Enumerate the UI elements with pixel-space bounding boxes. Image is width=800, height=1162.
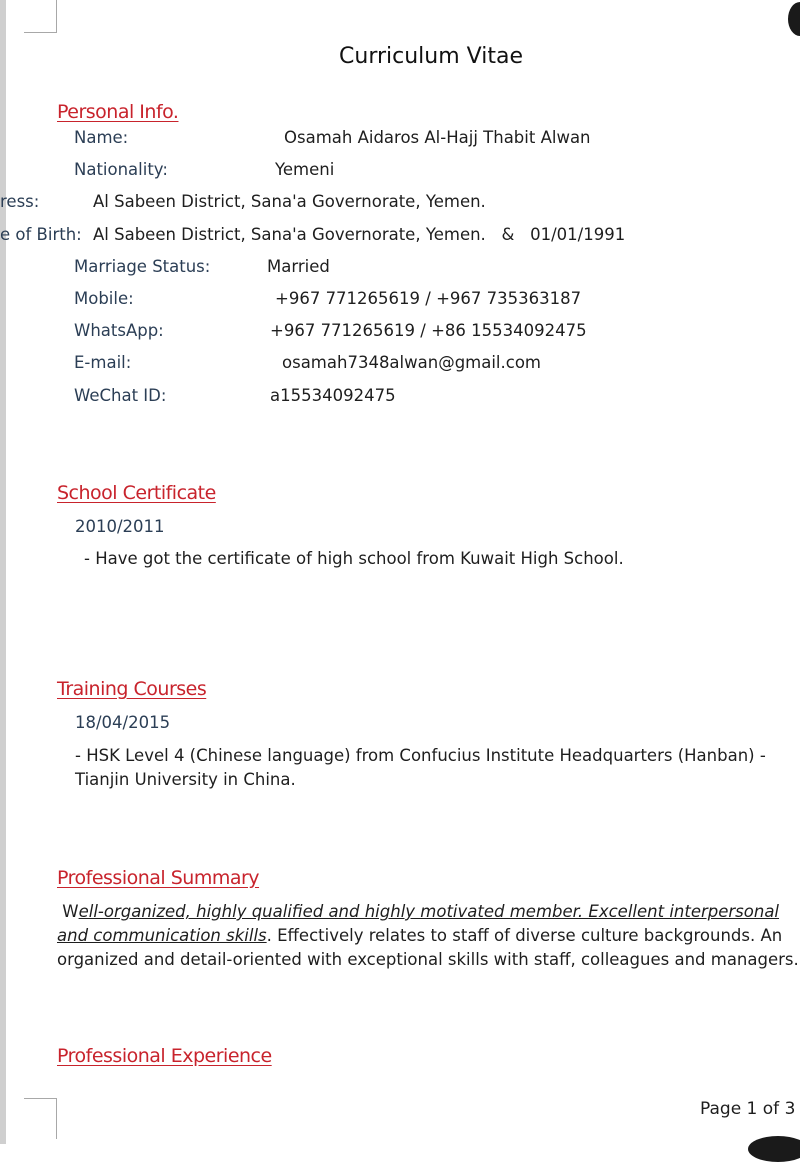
field-value: Osamah Aidaros Al-Hajj Thabit Alwan <box>284 128 591 147</box>
summary-rest-2: . Effectively relates to staff of diverse culture backgrounds. An <box>266 926 783 945</box>
heading-personal-info: Personal Info. <box>57 101 179 123</box>
field-label: WhatsApp: <box>74 321 164 340</box>
field-label: E-mail: <box>74 353 132 372</box>
page-corner-mark-top <box>24 0 57 33</box>
training-course-date: 18/04/2015 <box>75 713 171 732</box>
training-course-line-1: - HSK Level 4 (Chinese language) from Confucius Institute Headquarters (Hanban) - <box>75 746 766 765</box>
summary-emphasis-2: and communication skills <box>57 926 267 945</box>
field-value: Al Sabeen District, Sana'a Governorate, Yemen. <box>93 192 486 211</box>
summary-lead-letter: W <box>62 902 79 921</box>
field-value: Yemeni <box>275 160 335 179</box>
document-title: Curriculum Vitae <box>339 44 523 69</box>
heading-training-courses: Training Courses <box>57 678 207 700</box>
field-value: +967 771265619 / +967 735363187 <box>275 289 582 308</box>
floating-toolbar-edge[interactable] <box>748 1136 800 1162</box>
summary-line-1 <box>57 900 800 924</box>
field-label: Nationality: <box>74 160 168 179</box>
field-value: +967 771265619 / +86 15534092475 <box>270 321 587 340</box>
school-certificate-date: 2010/2011 <box>75 517 165 536</box>
field-value: Al Sabeen District, Sana'a Governorate, Yemen. & 01/01/1991 <box>93 225 626 244</box>
page-left-edge <box>0 0 6 1144</box>
field-label: WeChat ID: <box>74 386 167 405</box>
heading-professional-experience: Professional Experience <box>57 1045 272 1067</box>
field-value: a15534092475 <box>270 386 396 405</box>
floating-button-edge[interactable] <box>788 2 800 36</box>
summary-emphasis-1: ell-organized, highly qualified and highly motivated member. Excellent interpersonal <box>78 902 780 921</box>
heading-school-certificate: School Certificate <box>57 482 216 504</box>
field-label: Mobile: <box>74 289 134 308</box>
field-label: Name: <box>74 128 129 147</box>
page-indicator: Page 1 of 3 <box>700 1099 796 1119</box>
field-label: e of Birth: <box>0 225 82 244</box>
field-label: Marriage Status: <box>74 257 211 276</box>
training-course-line-2: Tianjin University in China. <box>75 770 296 789</box>
heading-professional-summary: Professional Summary <box>57 867 260 889</box>
field-label: ress: <box>0 192 40 211</box>
page-corner-mark-bottom <box>24 1098 57 1139</box>
school-certificate-text: - Have got the certificate of high school from Kuwait High School. <box>84 549 624 568</box>
summary-line-3: organized and detail-oriented with exceptional skills with staff, colleagues and managers. <box>57 950 799 969</box>
professional-summary-text <box>57 900 800 972</box>
summary-line-2 <box>57 924 800 948</box>
field-value: osamah7348alwan@gmail.com <box>282 353 542 372</box>
field-value: Married <box>267 257 330 276</box>
